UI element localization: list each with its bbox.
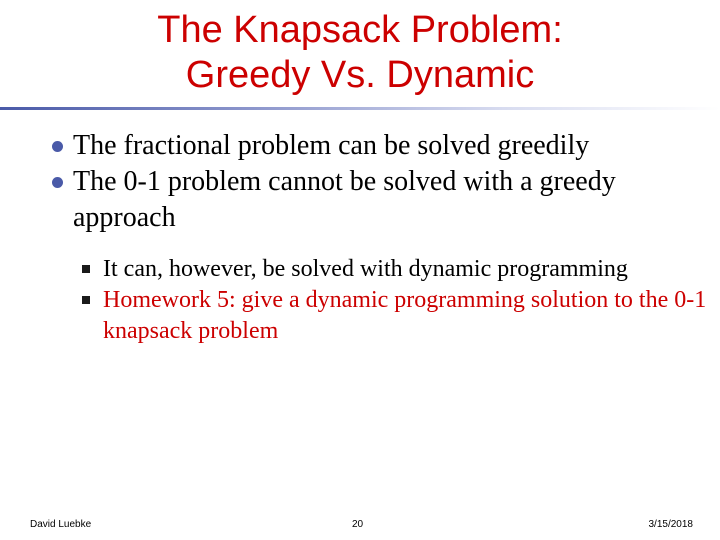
title-divider (0, 107, 720, 110)
bullet-dot-icon (52, 141, 63, 152)
sub-bullet-list (0, 254, 720, 347)
bullet-square-icon (82, 265, 90, 273)
sub-bullet-text: It can, however, be solved with dynamic programming (103, 256, 628, 282)
sub-bullet-item-homework (0, 285, 720, 347)
slide-title-line-1: The Knapsack Problem: (157, 9, 563, 51)
bullet-list (0, 128, 720, 347)
bullet-item (0, 128, 720, 164)
footer-page-number: 20 (352, 519, 364, 530)
bullet-item (0, 164, 720, 236)
bullet-dot-icon (52, 177, 63, 188)
footer-date: 3/15/2018 (648, 519, 693, 530)
sub-bullet-text: Homework 5: give a dynamic programming solution to the 0-1 knapsack problem (103, 287, 707, 344)
sub-bullet-item (0, 254, 720, 285)
footer-author: David Luebke (30, 519, 92, 530)
bullet-square-icon (82, 296, 90, 304)
bullet-text: The 0-1 problem cannot be solved with a greedy approach (73, 166, 616, 233)
slide-title-line-2: Greedy Vs. Dynamic (185, 54, 535, 96)
bullet-text: The fractional problem can be solved greedily (73, 130, 590, 161)
slide-title (0, 8, 720, 98)
